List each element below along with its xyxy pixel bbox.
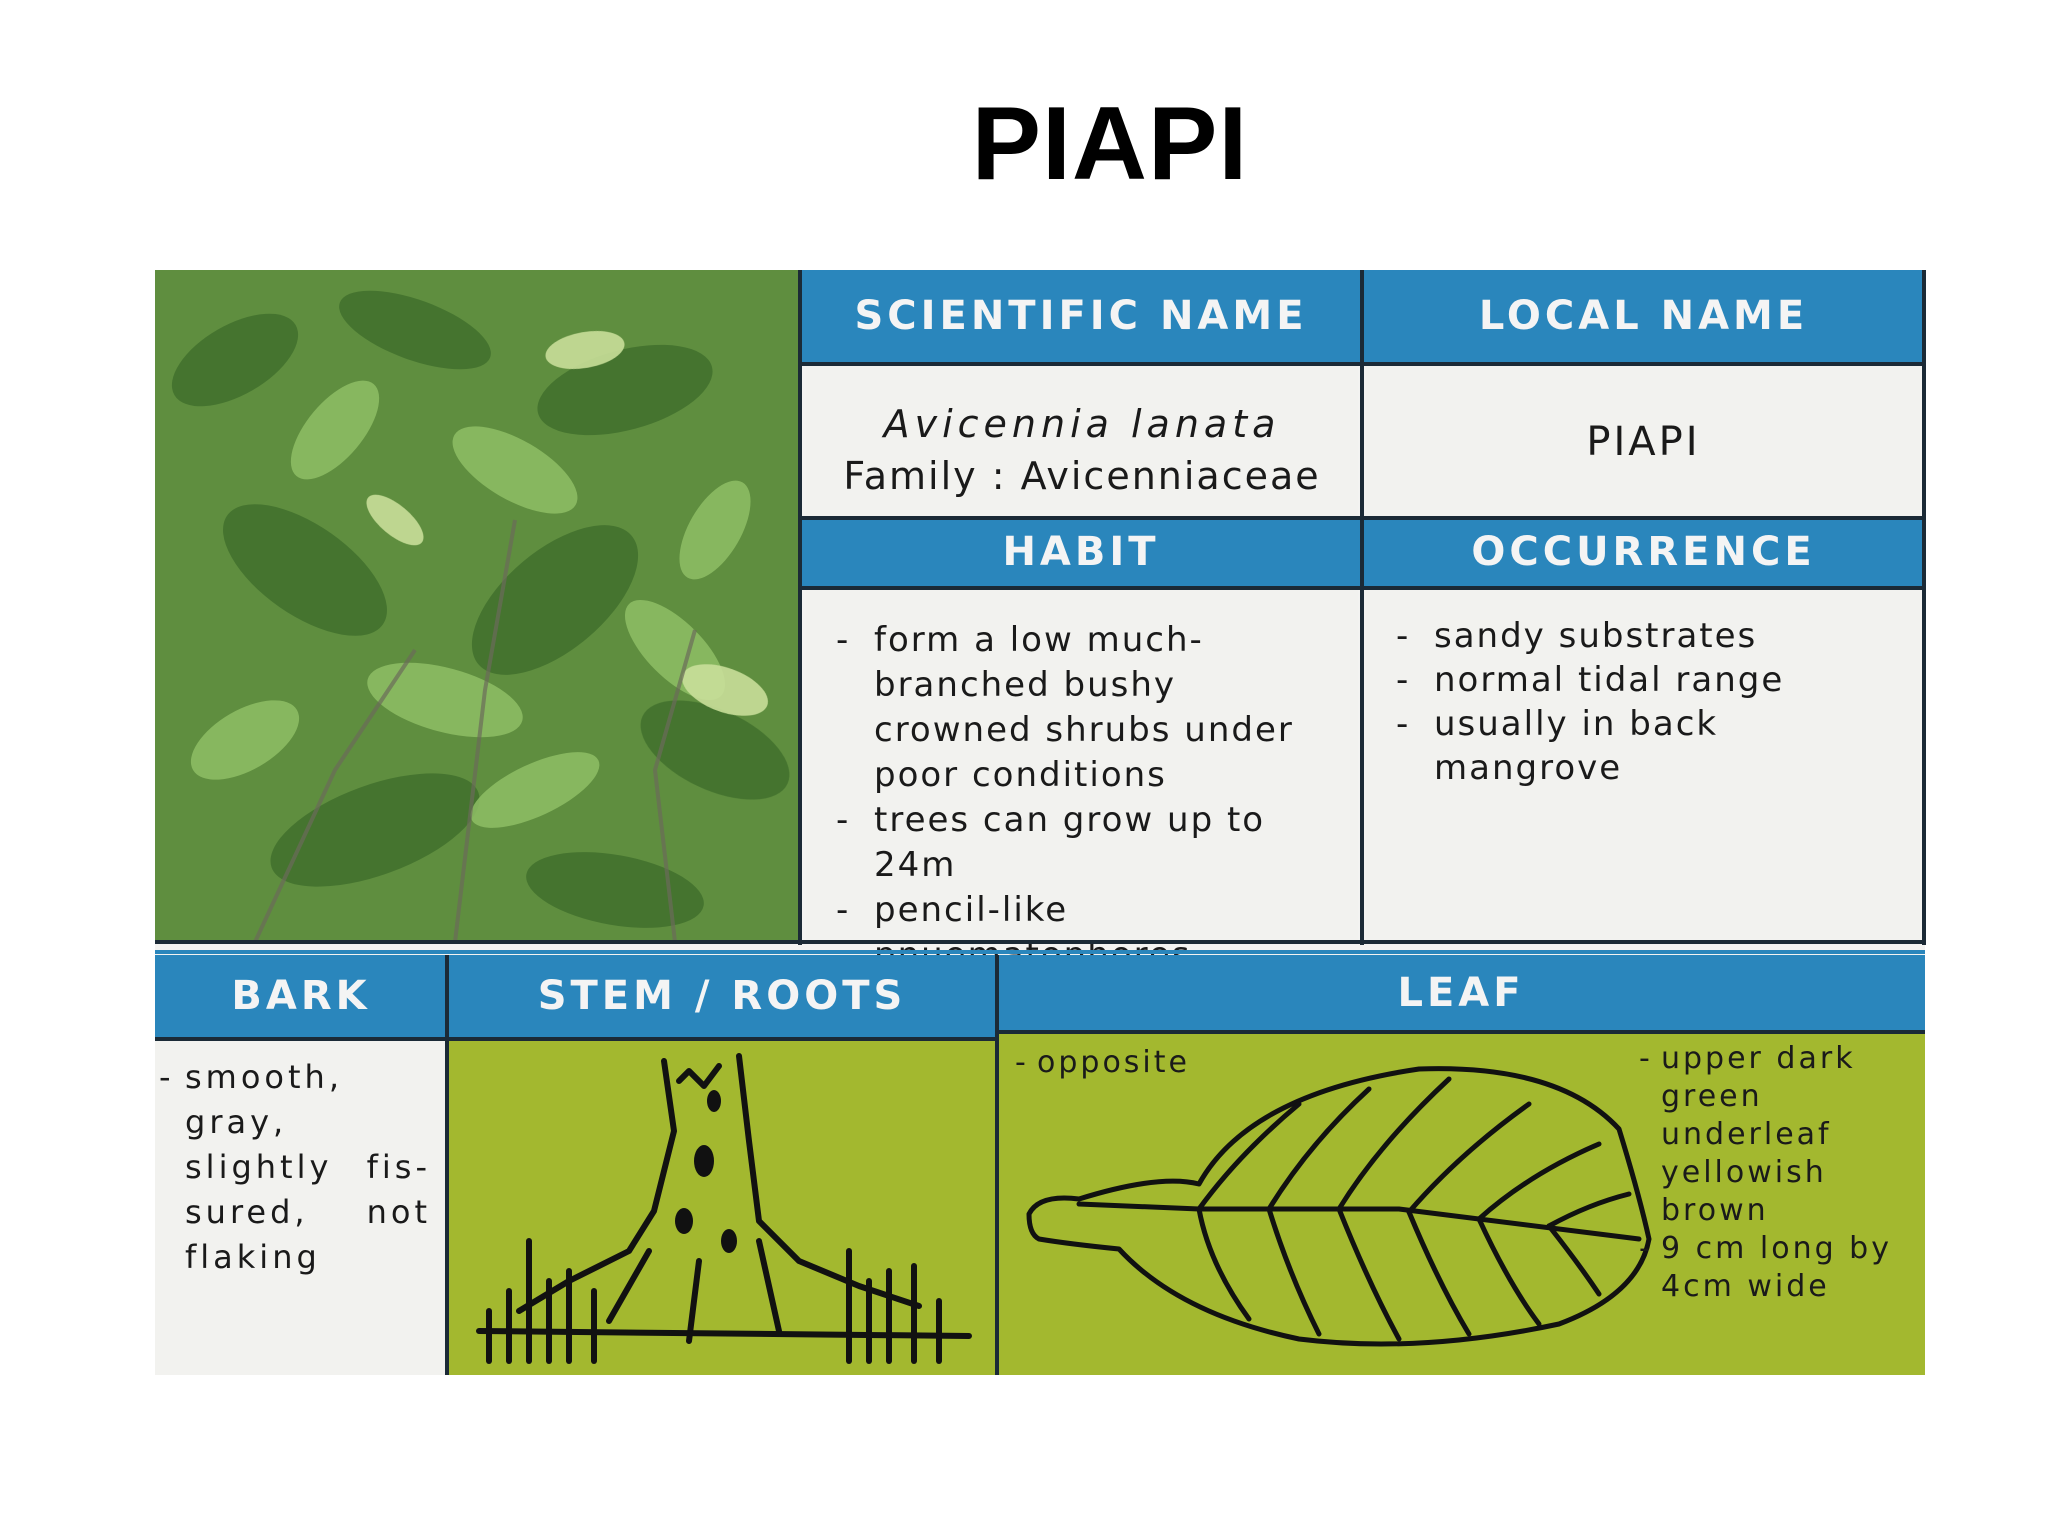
habit-header: HABIT xyxy=(800,518,1362,586)
family-name: Avicenniaceae xyxy=(1020,454,1321,498)
occurrence-item: - normal tidal range xyxy=(1396,658,1903,702)
divider xyxy=(445,955,449,1375)
stem-roots-drawing-icon xyxy=(449,1041,997,1375)
family-label: Family : xyxy=(843,454,1007,498)
page-title: PIAPI xyxy=(971,86,1249,202)
bark-list xyxy=(159,1055,431,1280)
occurrence-item: - sandy substrates xyxy=(1396,614,1903,658)
stem-roots-header: STEM / ROOTS xyxy=(447,955,997,1037)
stem-roots-panel xyxy=(449,1041,997,1375)
bark-text: - smooth, gray, slightly fis-sured, not flaking xyxy=(159,1055,431,1280)
occurrence-item: - usually in back mangrove xyxy=(1396,702,1903,790)
divider xyxy=(800,362,1925,366)
scientific-name-header: SCIENTIFIC NAME xyxy=(800,270,1362,362)
divider xyxy=(800,516,1925,520)
habit-list xyxy=(836,618,1340,978)
species-name: Avicennia lanata xyxy=(883,402,1281,446)
divider xyxy=(995,955,999,1375)
plant-photo xyxy=(155,270,800,942)
divider xyxy=(997,1030,1925,1034)
divider xyxy=(800,586,1925,590)
bark-header: BARK xyxy=(155,955,447,1037)
divider xyxy=(155,940,1925,944)
habit-item: - form a low much-branched bushy crowned shrubs under poor conditions xyxy=(836,618,1340,798)
occurrence-cell xyxy=(1366,590,1921,940)
bark-cell xyxy=(155,1041,445,1375)
divider xyxy=(155,950,1925,954)
local-name-value: PIAPI xyxy=(1586,419,1701,465)
habit-item: - trees can grow up to 24m xyxy=(836,798,1340,888)
leaf-detail-item: - upper dark green underleaf yellowish brown xyxy=(1639,1040,1921,1230)
leaf-arrangement-text: - opposite xyxy=(1015,1044,1190,1082)
mangrove-leaves-photo-icon xyxy=(155,270,800,942)
leaf-panel xyxy=(999,1034,1925,1375)
leaf-header: LEAF xyxy=(997,955,1925,1030)
leaf-arrangement xyxy=(1015,1044,1190,1082)
divider xyxy=(447,1037,997,1041)
local-name-header: LOCAL NAME xyxy=(1362,270,1925,362)
leaf-detail-item: - 9 cm long by 4cm wide xyxy=(1639,1230,1921,1306)
habit-item: - pencil-like xyxy=(836,888,1340,978)
divider xyxy=(798,270,802,945)
divider xyxy=(155,1037,447,1041)
divider xyxy=(1922,270,1926,945)
scientific-name-cell xyxy=(806,366,1358,518)
habit-cell xyxy=(806,590,1358,940)
family-line xyxy=(806,450,1358,502)
leaf-details xyxy=(1639,1040,1921,1306)
divider xyxy=(1360,270,1364,945)
occurrence-header: OCCURRENCE xyxy=(1362,518,1925,586)
occurrence-list xyxy=(1396,614,1903,790)
local-name-cell xyxy=(1366,366,1921,518)
